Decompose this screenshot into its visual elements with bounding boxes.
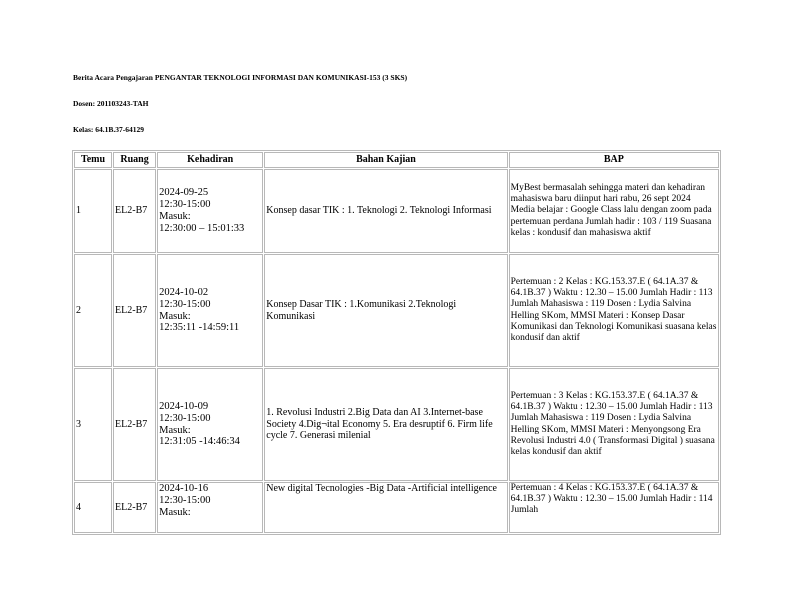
bap-text: Pertemuan : 4 Kelas : KG.153.37.E ( 64.1A.37 & 64.1B.37 ) Waktu : 12.30 – 15.00 Jumlah Hadir : 114 Jumlah [510, 483, 713, 516]
cell-kehadiran [157, 169, 263, 253]
time-slot: 12:30-15:00 [159, 412, 211, 424]
bahan-text: New digital Tecnologies -Big Data -Artificial intelligence [266, 483, 497, 494]
cell-kehadiran [157, 254, 263, 367]
check-in-label: Masuk: [159, 310, 191, 322]
col-header-bap: BAP [509, 152, 719, 168]
col-header-bahan-kajian: Bahan Kajian [264, 152, 507, 168]
date: 2024-09-25 [159, 187, 209, 199]
cell-bap: Pertemuan : 2 Kelas : KG.153.37.E ( 64.1A.37 & 64.1B.37 ) Waktu : 12.30 – 15.00 Jumlah Hadir : 113 Jumlah Mahasiswa : 119 Dosen : Lydia Salvina Helling SKom, MMSI Materi : Konsep Dasar Komunikasi dan Teknologi Komunikasi suasana kelas kondusif dan aktif [509, 254, 719, 367]
cell-bahan-kajian [264, 482, 507, 533]
cell-temu: 1 [74, 169, 112, 253]
check-in-time: 12:35:11 -14:59:11 [159, 322, 240, 334]
cell-bap [509, 482, 719, 533]
check-in-label: Masuk: [159, 424, 191, 436]
col-header-temu: Temu [74, 152, 112, 168]
class-id: Kelas: 64.1B.37-64129 [73, 125, 145, 134]
col-header-ruang: Ruang [113, 152, 156, 168]
time-slot: 12:30-15:00 [159, 494, 211, 506]
table-row [74, 254, 719, 367]
cell-bahan-kajian: Konsep dasar TIK : 1. Teknologi 2. Teknologi Informasi [264, 169, 507, 253]
check-in-time: 12:31:05 -14:46:34 [159, 436, 240, 448]
cell-ruang: EL2-B7 [113, 169, 156, 253]
cell-kehadiran [157, 368, 263, 481]
table-row [74, 368, 719, 481]
cell-bap: Pertemuan : 3 Kelas : KG.153.37.E ( 64.1A.37 & 64.1B.37 ) Waktu : 12.30 – 15.00 Jumlah Hadir : 113 Jumlah Mahasiswa : 119 Dosen : Lydia Salvina Helling SKom, MMSI Materi : Menyongsong Era Revolusi Industri 4.0 ( Transformasi Digital ) suasana kelas kondusif dan aktif [509, 368, 719, 481]
time-slot: 12:30-15:00 [159, 298, 211, 310]
table-row [74, 169, 719, 253]
date: 2024-10-16 [159, 483, 209, 494]
date: 2024-10-02 [159, 286, 209, 298]
time-slot: 12:30-15:00 [159, 199, 211, 211]
check-in-time: 12:30:00 – 15:01:33 [159, 222, 245, 234]
check-in-label: Masuk: [159, 506, 191, 518]
cell-ruang: EL2-B7 [113, 254, 156, 367]
cell-bap: MyBest bermasalah sehingga materi dan kehadiran mahasiswa baru diinput hari rabu, 26 sept 2024 Media belajar : Google Class lalu dengan zoom pada pertemuan perdana Jumlah hadir : 103 / 119 Suasana kelas : kondusif dan mahasiswa aktif [509, 169, 719, 253]
cell-ruang: EL2-B7 [113, 482, 156, 533]
cell-bahan-kajian: Konsep Dasar TIK : 1.Komunikasi 2.Teknologi Komunikasi [264, 254, 507, 367]
attendance-table [72, 150, 721, 535]
lecturer-id: Dosen: 201103243-TAH [73, 99, 149, 108]
cell-temu: 2 [74, 254, 112, 367]
table-header-row [74, 152, 719, 168]
date: 2024-10-09 [159, 400, 209, 412]
cell-ruang: EL2-B7 [113, 368, 156, 481]
report-title: Berita Acara Pengajaran PENGANTAR TEKNOLOGI INFORMASI DAN KOMUNIKASI-153 (3 SKS) [73, 73, 408, 82]
col-header-kehadiran: Kehadiran [157, 152, 263, 168]
cell-bahan-kajian: 1. Revolusi Industri 2.Big Data dan AI 3.Internet-base Society 4.Dig¬ital Economy 5. Era desruptif 6. Firm life cycle 7. Generasi milenial [264, 368, 507, 481]
cell-temu: 3 [74, 368, 112, 481]
table-row [74, 482, 719, 533]
cell-temu: 4 [74, 482, 112, 533]
check-in-label: Masuk: [159, 211, 191, 222]
cell-kehadiran [157, 482, 263, 533]
